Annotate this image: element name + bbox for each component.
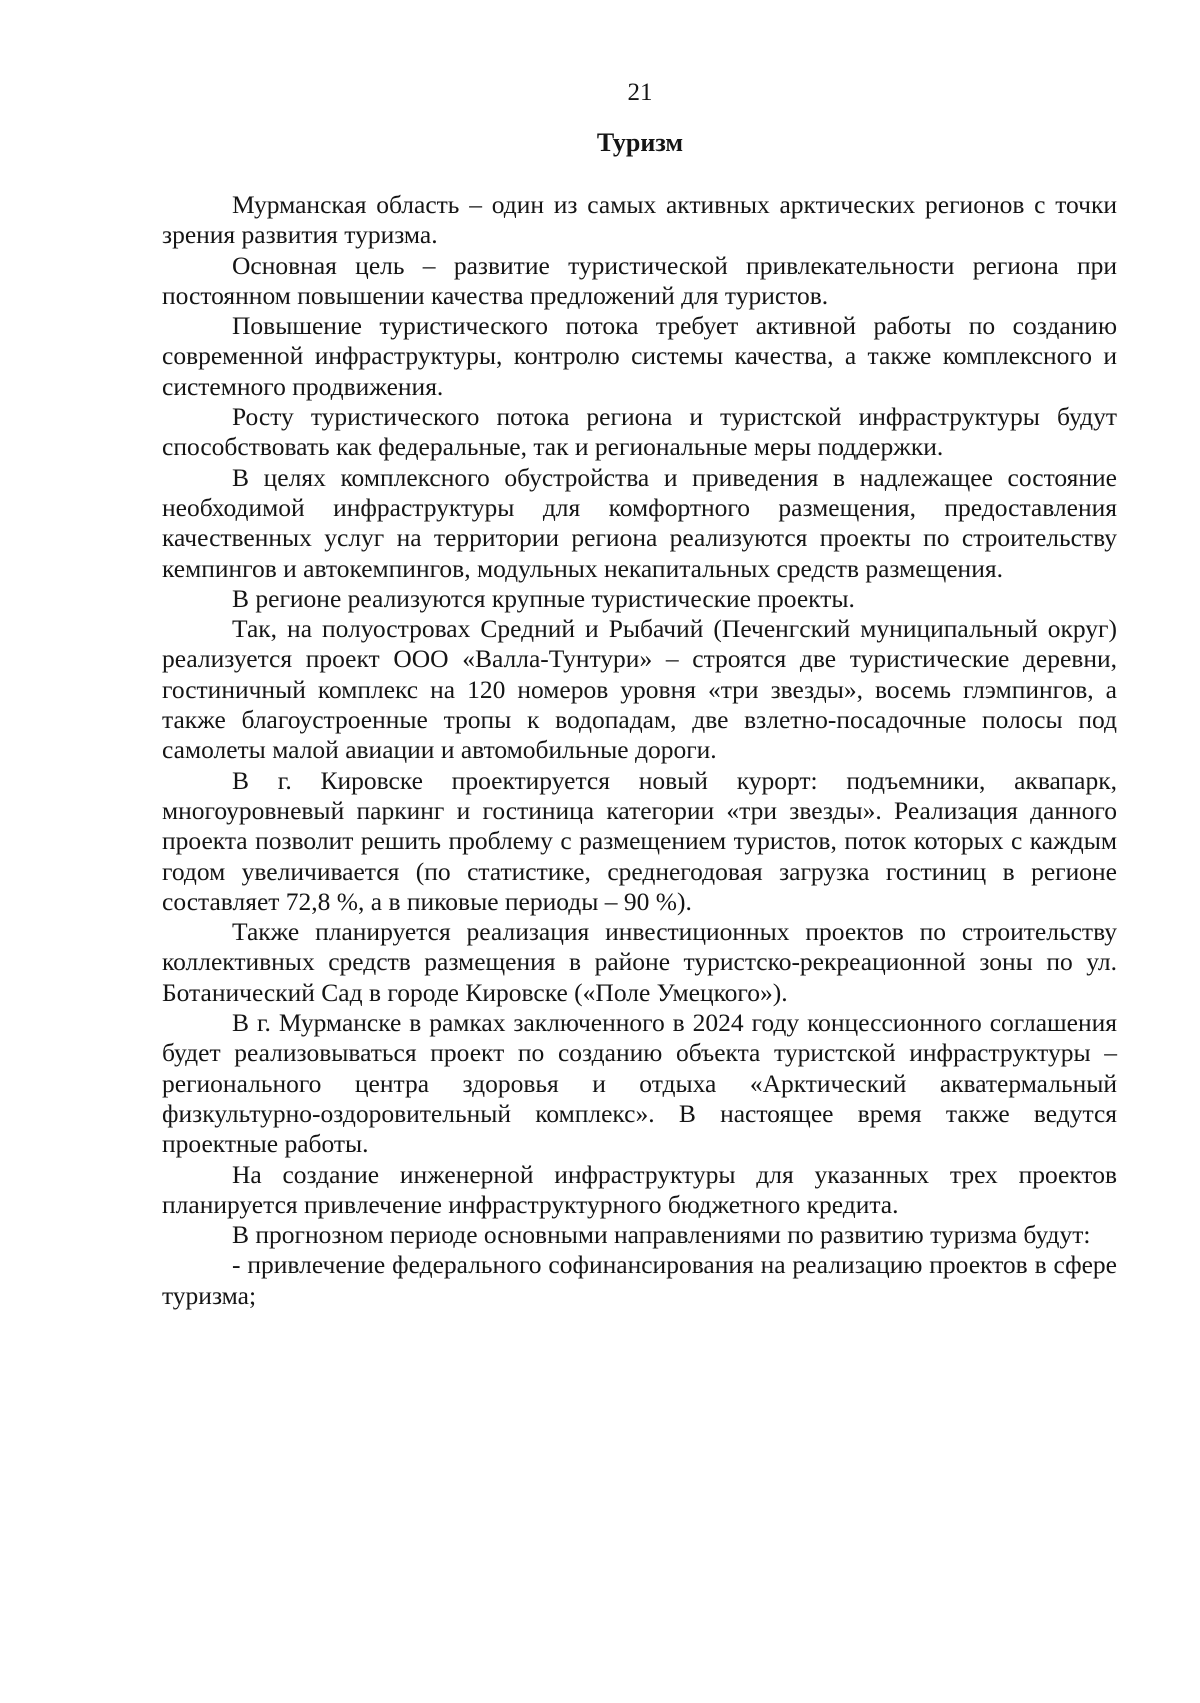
paragraph: Мурманская область – один из самых активных арктических регионов с точки зрения развития туризма.	[162, 190, 1117, 250]
paragraph: В г. Мурманске в рамках заключенного в 2024 году концессионного соглашения будет реализовываться проект по созданию объекта туристской инфраструктуры – регионального центра здоровья и отдыха «Арктический акватермальный физкультурно-оздоровительный комплекс». В настоящее время также ведутся проектные работы.	[162, 1008, 1117, 1159]
paragraph: Росту туристического потока региона и туристской инфраструктуры будут способствовать как федеральные, так и региональные меры поддержки.	[162, 402, 1117, 462]
paragraph: В регионе реализуются крупные туристические проекты.	[232, 583, 855, 613]
paragraph: Так, на полуостровах Средний и Рыбачий (Печенгский муниципальный округ) реализуется проект ООО «Валла-Тунтури» – строятся две туристические деревни, гостиничный комплекс на 120 номеров уровня «три звезды», восемь глэмпингов, а также благоустроенные тропы к водопадам, две взлетно-посадочные полосы под самолеты малой авиации и автомобильные дороги.	[162, 614, 1117, 765]
paragraph: В г. Кировске проектируется новый курорт: подъемники, аквапарк, многоуровневый паркинг и гостиница категории «три звезды». Реализация данного проекта позволит решить проблему с размещением туристов, поток которых с каждым годом увеличивается (по статистике, среднегодовая загрузка гостиниц в регионе составляет 72,8 %, а в пиковые периоды – 90 %).	[162, 765, 1117, 916]
paragraph: Повышение туристического потока требует активной работы по созданию современной инфраструктуры, контролю системы качества, а также комплексного и системного продвижения.	[162, 311, 1117, 401]
page-number: 21	[627, 79, 653, 106]
paragraph: Также планируется реализация инвестиционных проектов по строительству коллективных средств размещения в районе туристско-рекреационной зоны по ул. Ботанический Сад в городе Кировске («Поле Умецкого»).	[162, 917, 1117, 1007]
section-heading: Туризм	[596, 128, 684, 157]
paragraph: В прогнозном периоде основными направлениями по развитию туризма будут:	[232, 1220, 1091, 1250]
body-text	[162, 190, 1117, 1311]
paragraph: В целях комплексного обустройства и приведения в надлежащее состояние необходимой инфраструктуры для комфортного размещения, предоставления качественных услуг на территории региона реализуются проекты по строительству кемпингов и автокемпингов, модульных некапитальных средств размещения.	[162, 462, 1117, 583]
paragraph: На создание инженерной инфраструктуры для указанных трех проектов планируется привлечение инфраструктурного бюджетного кредита.	[162, 1159, 1117, 1219]
paragraph: Основная цель – развитие туристической привлекательности региона при постоянном повышении качества предложений для туристов.	[162, 250, 1117, 310]
list-item: - привлечение федерального софинансирования на реализацию проектов в сфере туризма;	[162, 1250, 1117, 1310]
